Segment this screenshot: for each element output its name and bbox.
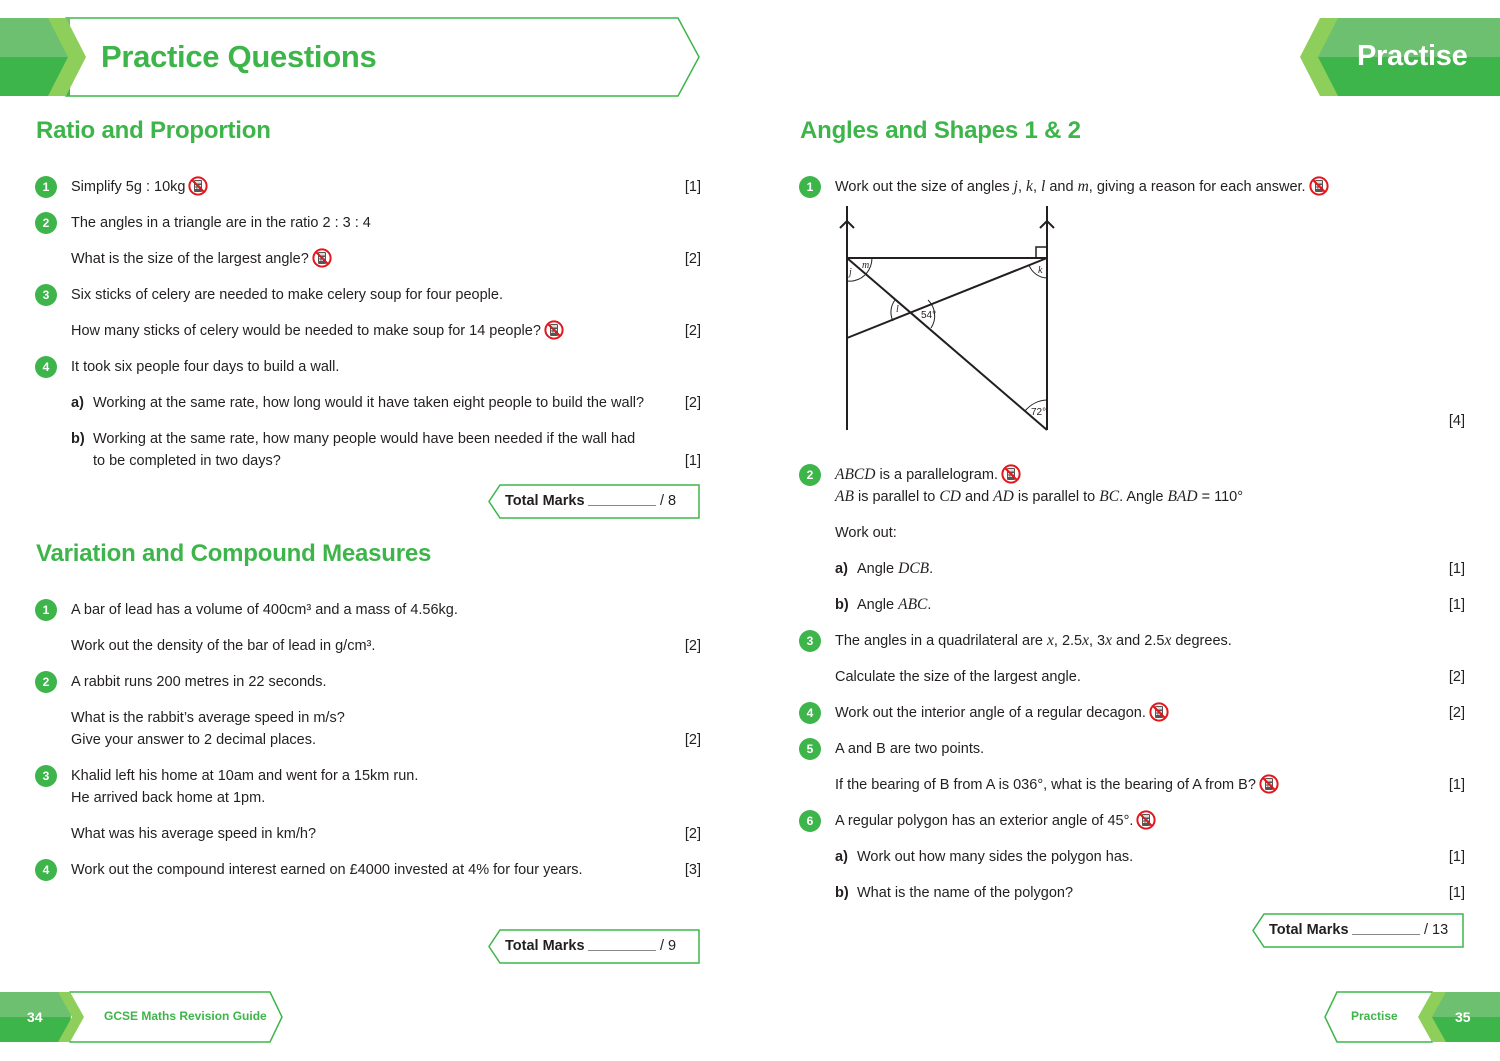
question-marks: [1] xyxy=(1448,777,1465,793)
section-label: Practise xyxy=(1357,40,1468,72)
text-segment: Angle xyxy=(857,597,899,613)
question-text xyxy=(71,248,641,270)
ratio-questions xyxy=(36,169,701,479)
math-variable: DCB xyxy=(898,560,930,577)
text-segment: = 110° xyxy=(1197,489,1244,505)
question-text xyxy=(835,666,1405,688)
text-segment: is a parallelogram. xyxy=(875,467,998,483)
angles-questions xyxy=(800,457,1465,911)
math-variable: BC xyxy=(1099,488,1120,505)
text-segment: What is the size of the largest angle? xyxy=(71,251,309,267)
text-segment: Angle xyxy=(857,561,899,577)
angle-arc-l xyxy=(891,300,895,321)
question-text xyxy=(71,823,641,845)
header-banner-left xyxy=(0,17,702,97)
heading-angles: Angles and Shapes 1 & 2 xyxy=(800,117,1081,144)
question-text xyxy=(857,882,1405,904)
text-segment: is parallel to xyxy=(853,489,940,505)
question-text xyxy=(857,846,1405,868)
question-number-badge: 4 xyxy=(799,702,821,724)
variation-questions xyxy=(36,592,701,888)
math-variable: l xyxy=(1041,178,1046,195)
question-text xyxy=(93,392,645,414)
question-marks: [1] xyxy=(684,179,701,195)
text-segment: . Angle xyxy=(1119,489,1168,505)
text-segment: , xyxy=(1017,179,1027,195)
question-text xyxy=(835,522,1405,544)
no-calculator-icon xyxy=(188,176,208,196)
question-part xyxy=(800,839,1465,875)
question-line xyxy=(36,628,701,664)
question-part xyxy=(800,875,1465,911)
question-part xyxy=(800,551,1465,587)
part-label: b) xyxy=(835,597,849,613)
text-segment: degrees. xyxy=(1171,633,1232,649)
text-segment: A rabbit runs 200 metres in 22 seconds. xyxy=(71,674,327,690)
question-marks: [2] xyxy=(1448,705,1465,721)
math-variable: j xyxy=(1013,178,1018,195)
header-banner-right xyxy=(1298,17,1500,97)
question-2 xyxy=(36,205,701,241)
question-marks: [1] xyxy=(1448,849,1465,865)
question-part xyxy=(800,587,1465,623)
question-line xyxy=(36,241,701,277)
total-marks-blank[interactable] xyxy=(588,505,656,506)
no-calculator-icon xyxy=(1309,176,1329,196)
question-number-badge: 3 xyxy=(799,630,821,652)
question-number-badge: 2 xyxy=(35,671,57,693)
page-number-left: 34 xyxy=(27,1009,43,1025)
question-text xyxy=(835,464,1405,486)
question-number-badge: 2 xyxy=(35,212,57,234)
part-label: b) xyxy=(835,885,849,901)
question-text xyxy=(71,765,641,787)
text-segment: What was his average speed in km/h? xyxy=(71,826,317,842)
page-title: Practice Questions xyxy=(101,39,377,74)
question-marks: [2] xyxy=(1448,669,1465,685)
question-number-badge: 5 xyxy=(799,738,821,760)
question-text xyxy=(71,599,641,621)
question-marks: [2] xyxy=(684,826,701,842)
question-text xyxy=(835,738,1405,760)
question-number-badge: 4 xyxy=(35,356,57,378)
part-label: b) xyxy=(71,431,85,447)
text-segment: Simplify 5g : 10kg xyxy=(71,179,186,195)
question-text xyxy=(71,284,641,306)
text-segment: and xyxy=(960,489,994,505)
right-angle-marker xyxy=(1036,247,1047,258)
question-marks: [1] xyxy=(1448,885,1465,901)
heading-ratio: Ratio and Proportion xyxy=(36,117,271,144)
no-calculator-icon xyxy=(1259,774,1279,794)
total-marks-out-of: / 13 xyxy=(1424,922,1449,938)
part-label: a) xyxy=(71,395,84,411)
text-segment: Work out how many sides the polygon has. xyxy=(857,849,1134,865)
total-marks-label: Total Marks xyxy=(505,493,585,509)
text-segment: Give your answer to 2 decimal places. xyxy=(71,732,316,748)
question-text xyxy=(857,558,1405,580)
label-54: 54° xyxy=(921,310,937,321)
question-text xyxy=(835,630,1405,652)
text-segment: A regular polygon has an exterior angle of 45°. xyxy=(835,813,1134,829)
question-number-badge: 1 xyxy=(35,176,57,198)
book-title: GCSE Maths Revision Guide xyxy=(104,1009,267,1023)
question-6 xyxy=(800,803,1465,839)
text-segment: Work out the interior angle of a regular decagon. xyxy=(835,705,1146,721)
text-segment: It took six people four days to build a wall. xyxy=(71,359,340,375)
text-segment: The angles in a triangle are in the ratio 2 : 3 : 4 xyxy=(71,215,371,231)
part-label: a) xyxy=(835,561,848,577)
text-segment: Work out the size of angles xyxy=(835,179,1014,195)
text-segment: , 2.5 xyxy=(1053,633,1083,649)
text-segment: . xyxy=(929,561,934,577)
label-72: 72° xyxy=(1031,407,1047,418)
question-line xyxy=(800,659,1465,695)
question-marks: [4] xyxy=(1448,413,1465,429)
question-text xyxy=(835,702,1405,724)
question-text xyxy=(93,450,641,472)
question-text xyxy=(835,774,1405,796)
math-variable: ABCD xyxy=(835,466,876,483)
question-text xyxy=(71,729,641,751)
question-1 xyxy=(36,592,701,628)
question-marks: [2] xyxy=(684,638,701,654)
text-segment: A and B are two points. xyxy=(835,741,985,757)
no-calculator-icon xyxy=(1001,464,1021,484)
question-text xyxy=(71,707,641,729)
question-text xyxy=(71,320,641,342)
question-number-badge: 1 xyxy=(799,176,821,198)
question-marks: [3] xyxy=(684,862,701,878)
text-segment: is parallel to xyxy=(1013,489,1100,505)
math-variable: BAD xyxy=(1167,488,1198,505)
math-variable: AD xyxy=(993,488,1014,505)
question-text xyxy=(71,212,641,234)
question-text xyxy=(857,594,1405,616)
question-text xyxy=(71,176,641,198)
text-segment: Working at the same rate, how many people would have been needed if the wall had xyxy=(93,431,636,447)
text-segment: How many sticks of celery would be needed to make soup for 14 people? xyxy=(71,323,541,339)
question-text xyxy=(835,486,1405,508)
question-line xyxy=(36,700,701,758)
text-segment: If the bearing of B from A is 036°, what is the bearing of A from B? xyxy=(835,777,1256,793)
math-variable: x xyxy=(1164,632,1172,649)
total-marks-variation xyxy=(488,929,700,964)
question-4 xyxy=(36,349,701,385)
text-segment: and 2.5 xyxy=(1112,633,1165,649)
question-line xyxy=(800,515,1465,551)
question-4 xyxy=(36,852,701,888)
angles-diagram xyxy=(820,195,1070,440)
text-segment: . xyxy=(927,597,932,613)
question-2 xyxy=(800,457,1465,515)
question-text xyxy=(71,859,641,881)
question-marks: [2] xyxy=(684,251,701,267)
heading-variation: Variation and Compound Measures xyxy=(36,540,432,567)
question-3 xyxy=(36,758,701,816)
label-l: l xyxy=(896,304,899,315)
page-number-right: 35 xyxy=(1455,1009,1471,1025)
question-text xyxy=(835,810,1405,832)
math-variable: x xyxy=(1105,632,1113,649)
text-segment: What is the rabbit’s average speed in m/s? xyxy=(71,710,345,726)
question-4 xyxy=(800,695,1465,731)
question-line xyxy=(36,313,701,349)
text-segment: Calculate the size of the largest angle. xyxy=(835,669,1081,685)
question-number-badge: 3 xyxy=(35,284,57,306)
math-variable: ABC xyxy=(898,596,928,613)
total-marks-out-of: / 9 xyxy=(660,938,677,954)
question-marks: [2] xyxy=(684,323,701,339)
question-2 xyxy=(36,664,701,700)
question-line xyxy=(36,816,701,852)
question-line xyxy=(800,767,1465,803)
text-segment: Working at the same rate, how long would it have taken eight people to build the wall? xyxy=(93,395,645,411)
math-variable: x xyxy=(1082,632,1089,649)
question-number-badge: 4 xyxy=(35,859,57,881)
text-segment: and xyxy=(1045,179,1078,195)
label-j: j xyxy=(849,267,852,278)
part-label: a) xyxy=(835,849,848,865)
question-text xyxy=(71,356,641,378)
question-marks: [2] xyxy=(684,395,701,411)
math-variable: CD xyxy=(939,488,961,505)
total-marks-out-of: / 8 xyxy=(660,493,677,509)
footer-section-label: Practise xyxy=(1351,1009,1398,1023)
total-marks-ratio xyxy=(488,484,700,519)
text-segment: Khalid left his home at 10am and went for a 15km run. xyxy=(71,768,419,784)
total-marks-angles xyxy=(1252,913,1464,948)
label-k: k xyxy=(1038,265,1043,276)
no-calculator-icon xyxy=(1149,702,1169,722)
question-marks: [1] xyxy=(684,453,701,469)
question-number-badge: 3 xyxy=(35,765,57,787)
text-segment: Work out the density of the bar of lead in g/cm³. xyxy=(71,638,376,654)
total-marks-blank[interactable] xyxy=(1352,934,1420,935)
question-1 xyxy=(36,169,701,205)
no-calculator-icon xyxy=(312,248,332,268)
question-part xyxy=(36,421,701,479)
text-segment: , xyxy=(1032,179,1041,195)
question-5 xyxy=(800,731,1465,767)
transversal-diagonal-1 xyxy=(847,258,1047,430)
math-variable: m xyxy=(1077,178,1089,195)
question-text xyxy=(71,787,641,809)
question-number-badge: 6 xyxy=(799,810,821,832)
text-segment: The angles in a quadrilateral are xyxy=(835,633,1047,649)
math-variable: AB xyxy=(835,488,854,505)
text-segment: He arrived back home at 1pm. xyxy=(71,790,266,806)
total-marks-label: Total Marks xyxy=(1269,922,1349,938)
text-segment: A bar of lead has a volume of 400cm³ and a mass of 4.56kg. xyxy=(71,602,458,618)
question-3 xyxy=(800,623,1465,659)
text-segment: , 3 xyxy=(1089,633,1106,649)
no-calculator-icon xyxy=(544,320,564,340)
question-part xyxy=(36,385,701,421)
total-marks-blank[interactable] xyxy=(588,950,656,951)
question-number-badge: 1 xyxy=(35,599,57,621)
question-text xyxy=(71,635,641,657)
question-text xyxy=(71,671,641,693)
math-variable: x xyxy=(1047,632,1054,649)
footer-right xyxy=(1322,991,1500,1043)
question-marks: [2] xyxy=(684,732,701,748)
no-calculator-icon xyxy=(1136,810,1156,830)
text-segment: , giving a reason for each answer. xyxy=(1088,179,1306,195)
question-marks: [1] xyxy=(1448,561,1465,577)
text-segment: What is the name of the polygon? xyxy=(857,885,1074,901)
footer-shape xyxy=(1322,991,1500,1043)
text-segment: Six sticks of celery are needed to make celery soup for four people. xyxy=(71,287,503,303)
text-segment: Work out: xyxy=(835,525,897,541)
question-3 xyxy=(36,277,701,313)
question-text xyxy=(93,428,641,450)
footer-left xyxy=(0,991,285,1043)
label-m: m xyxy=(862,260,870,271)
question-marks: [1] xyxy=(1448,597,1465,613)
question-number-badge: 2 xyxy=(799,464,821,486)
total-marks-label: Total Marks xyxy=(505,938,585,954)
transversal-diagonal-2 xyxy=(847,258,1047,338)
text-segment: Work out the compound interest earned on £4000 invested at 4% for four years. xyxy=(71,862,583,878)
text-segment: to be completed in two days? xyxy=(93,453,281,469)
math-variable: k xyxy=(1026,178,1033,195)
